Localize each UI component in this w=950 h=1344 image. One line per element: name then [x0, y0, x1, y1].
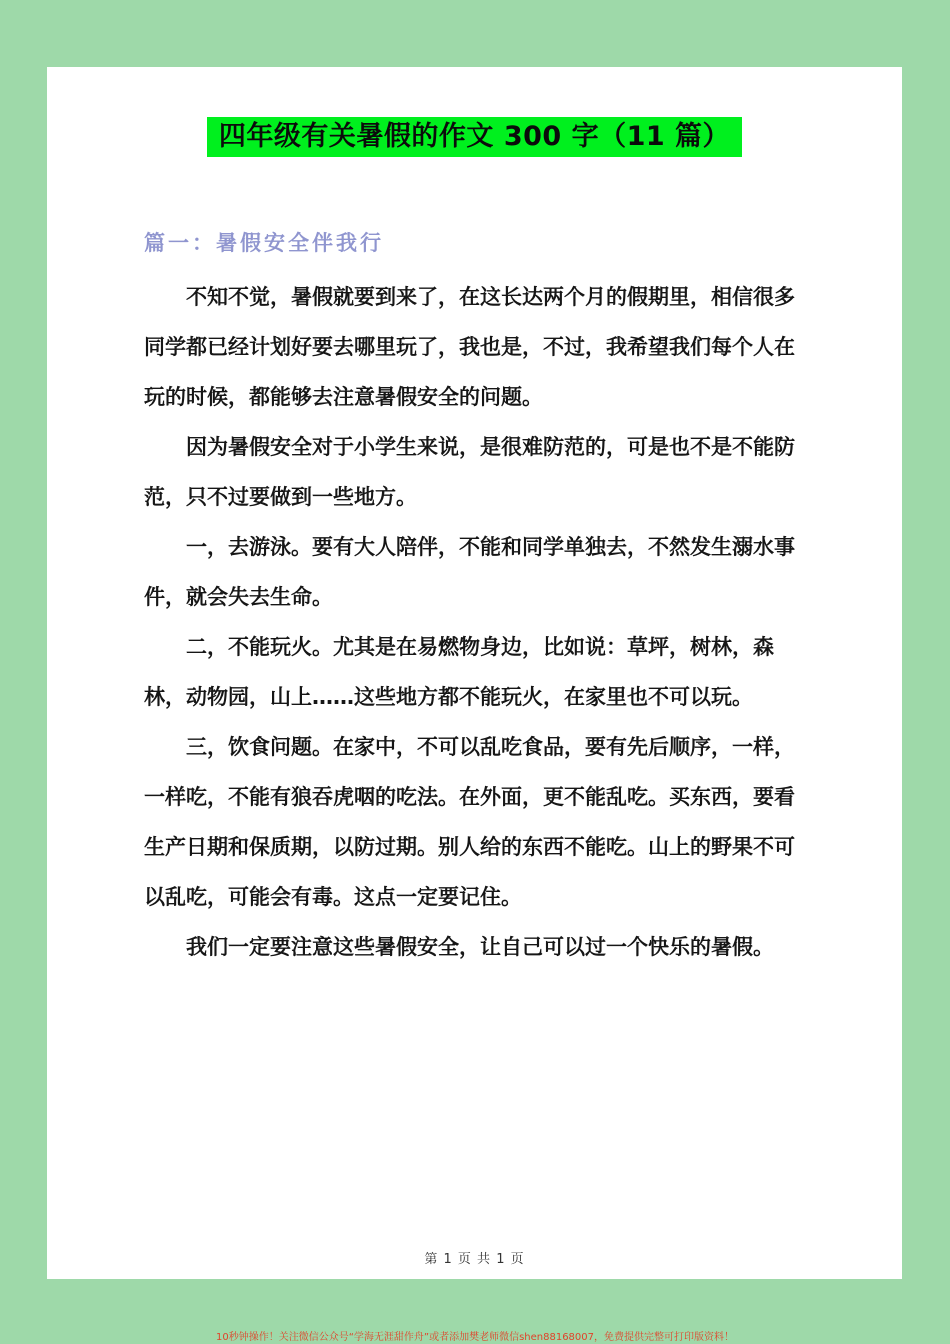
paragraph: 因为暑假安全对于小学生来说，是很难防范的，可是也不是不能防范，只不过要做到一些地方。 [144, 435, 795, 509]
paragraph: 三，饮食问题。在家中，不可以乱吃食品，要有先后顺序，一样，一样吃，不能有狼吞虎咽的吃法。在外面，更不能乱吃。买东西，要看生产日期和保质期，以防过期。别人给的东西不能吃。山上的野果不可以乱吃，可能会有毒。这点一定要记住。 [144, 735, 795, 909]
document-page [47, 67, 902, 1279]
paragraph: 一，去游泳。要有大人陪伴，不能和同学单独去，不然发生溺水事件，就会失去生命。 [144, 535, 795, 609]
footer-note: 10秒钟操作！关注微信公众号“学海无涯甜作舟”或者添加樊老师微信shen88168007，免费提供完整可打印版资料！ [215, 1332, 735, 1343]
essay-body [144, 272, 814, 972]
section-heading: 篇一：暑假安全伴我行 [144, 231, 384, 255]
paragraph: 我们一定要注意这些暑假安全，让自己可以过一个快乐的暑假。 [186, 935, 774, 959]
page-number: 第 1 页 共 1 页 [424, 1252, 525, 1267]
document-title: 四年级有关暑假的作文 300 字（11 篇） [207, 117, 742, 157]
paragraph: 不知不觉，暑假就要到来了，在这长达两个月的假期里，相信很多同学都已经计划好要去哪里玩了，我也是，不过，我希望我们每个人在玩的时候，都能够去注意暑假安全的问题。 [144, 285, 795, 409]
paragraph: 二，不能玩火。尤其是在易燃物身边，比如说：草坪，树林，森林，动物园，山上……这些地方都不能玩火，在家里也不可以玩。 [144, 635, 774, 709]
title-container [47, 117, 902, 157]
